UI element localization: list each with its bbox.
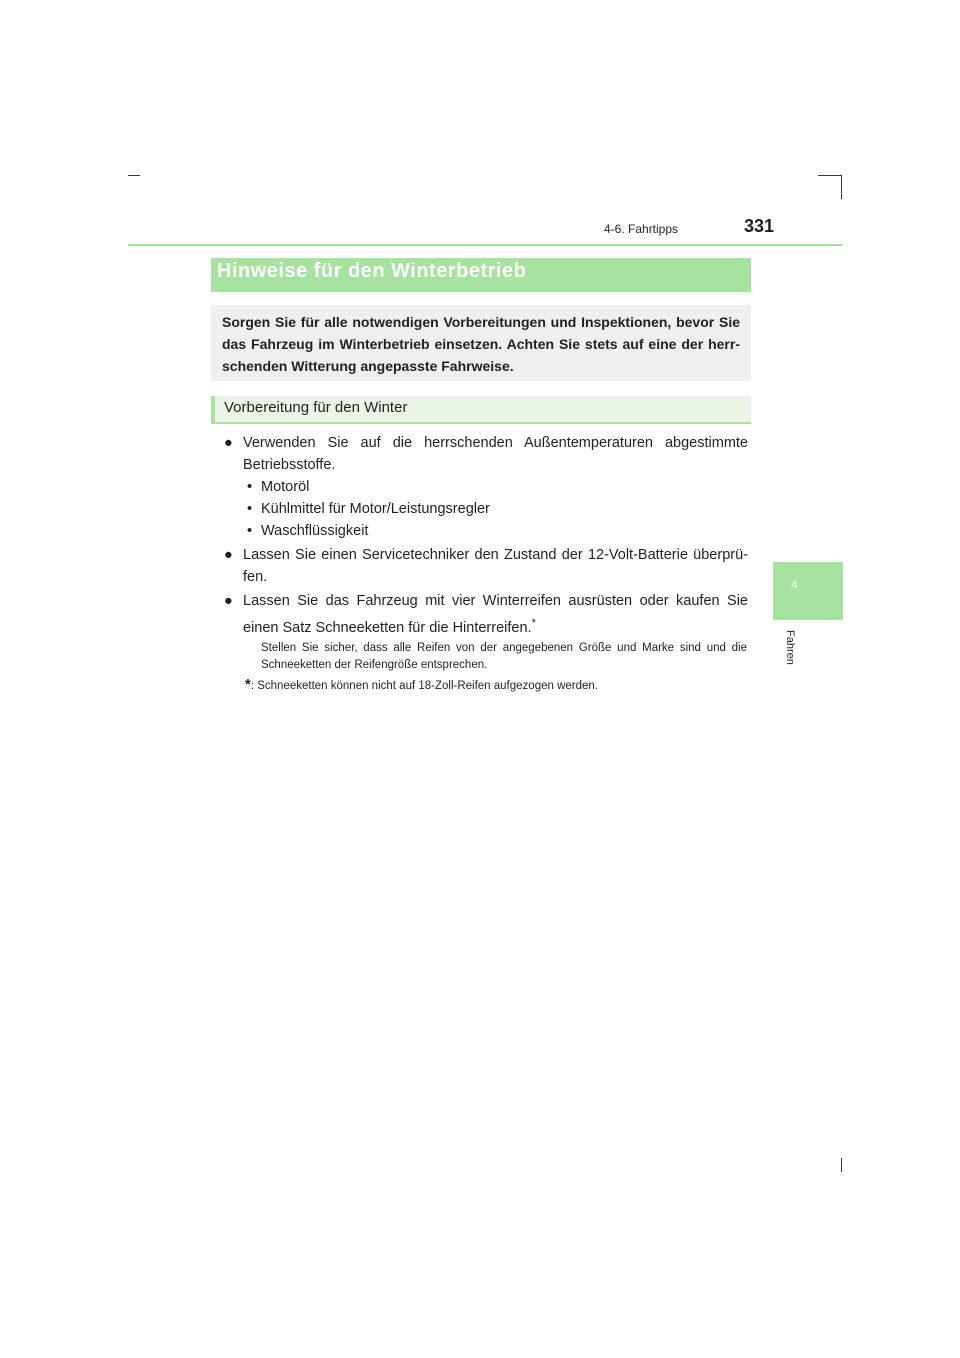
sub-bullet-icon: •	[247, 501, 253, 517]
crop-mark	[818, 175, 842, 176]
sub-item	[243, 520, 748, 542]
chapter-number: 4	[791, 578, 798, 592]
intro-text: Sorgen Sie für alle notwendigen Vorbereitungen und Inspektionen, bevor Sie das Fahrzeug im Winterbetrieb einsetzen. Achten Sie stets auf eine der herrschenden Witterung angepasste Fahrweise.	[222, 314, 740, 374]
footnote-text: : Schneeketten können nicht auf 18-Zoll-Reifen aufgezogen werden.	[250, 680, 598, 692]
bullet-icon: ●	[224, 547, 233, 563]
bullet-text: Lassen Sie das Fahrzeug mit vier Winterreifen ausrüsten oder kaufen Sie einen Satz Schneeketten für die Hinterreifen.	[243, 593, 748, 636]
bullet-item	[224, 590, 748, 639]
subheading: Vorbereitung für den Winter	[224, 399, 408, 416]
sub-item	[243, 498, 748, 520]
bullet-text: Lassen Sie einen Servicetechniker den Zustand der 12-Volt-Batterie überprüfen.	[243, 547, 748, 585]
header-rule	[128, 244, 842, 246]
footnote	[245, 676, 745, 695]
intro-box	[211, 305, 751, 381]
bullet-icon: ●	[224, 435, 233, 451]
crop-mark	[128, 175, 140, 176]
sub-item-text: Kühlmittel für Motor/Leistungsregler	[261, 501, 490, 517]
sub-list	[243, 476, 748, 542]
chapter-label: Fahren	[784, 630, 796, 665]
bullet-list	[224, 432, 748, 641]
section-title-bar	[211, 258, 751, 292]
sub-item	[243, 476, 748, 498]
section-reference: 4-6. Fahrtipps	[604, 222, 679, 236]
subheading-bar	[211, 396, 751, 424]
bullet-item	[224, 544, 748, 588]
footnote-marker: *	[531, 617, 536, 629]
sub-item-text: Motoröl	[261, 479, 310, 495]
crop-mark	[841, 1158, 842, 1172]
chapter-tab	[773, 562, 843, 620]
sub-bullet-icon: •	[247, 523, 253, 539]
bullet-icon: ●	[224, 593, 233, 609]
note-text: Stellen Sie sicher, dass alle Reifen von der angegebenen Größe und Marke sind und die Schneeketten der Reifengröße entsprechen.	[261, 642, 747, 671]
bullet-item	[224, 432, 748, 542]
section-title: Hinweise für den Winterbetrieb	[217, 260, 527, 282]
page-number: 331	[744, 216, 775, 236]
sub-item-text: Waschflüssigkeit	[261, 523, 369, 539]
crop-mark	[841, 175, 842, 199]
bullet-text: Verwenden Sie auf die herrschenden Außentemperaturen abgestimmte Betriebsstoffe.	[243, 435, 748, 473]
sub-bullet-icon: •	[247, 479, 253, 495]
footnote-star: *	[245, 676, 251, 693]
